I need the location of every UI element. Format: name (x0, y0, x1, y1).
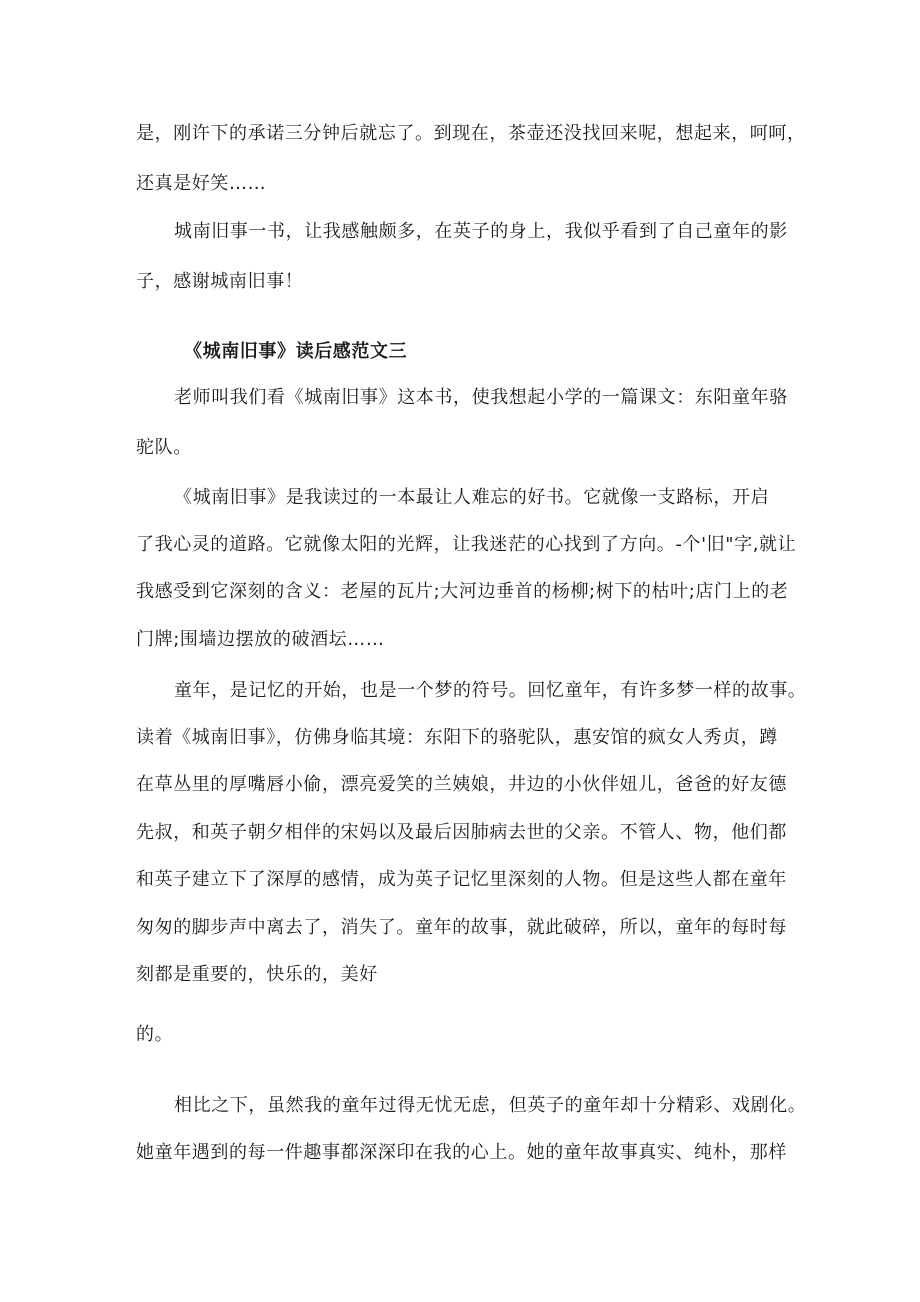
paragraph-line: 她童年遇到的每一件趣事都深深印在我的心上。她的童年故事真实、纯朴，那样 (136, 1142, 787, 1163)
paragraph-line: 城南旧事一书，让我感触颇多，在英子的身上，我似乎看到了自己童年的影 (174, 221, 788, 242)
paragraph-line: 和英子建立下了深厚的感情，成为英子记忆里深刻的人物。但是这些人都在童年 (136, 869, 787, 890)
paragraph-line: 在草丛里的厚嘴唇小偷，漂亮爱笑的兰姨娘，井边的小伙伴妞儿，爸爸的好友德 (136, 774, 787, 795)
paragraph-line: 还真是好笑…… (136, 173, 267, 194)
paragraph-line: 的。 (136, 1024, 174, 1045)
paragraph-line: 《城南旧事》是我读过的一本最让人难忘的好书。它就像一支路标，开启 (174, 487, 770, 508)
paragraph-line: 刻都是重要的，快乐的，美好 (136, 964, 378, 985)
paragraph-line: 老师叫我们看《城南旧事》这本书，使我想起小学的一篇课文：东阳童年骆 (174, 387, 788, 408)
paragraph-line: 相比之下，虽然我的童年过得无忧无虑，但英子的童年却十分精彩、戏剧化。 (174, 1095, 807, 1116)
section-heading: 《城南旧事》读后感范文三 (184, 341, 408, 362)
paragraph-line: 门牌;围墙边摆放的破酒坛…… (136, 629, 385, 650)
paragraph-line: 我感受到它深刻的含义：老屋的瓦片;大河边垂首的杨柳;树下的枯叶;店门上的老 (136, 581, 789, 602)
paragraph-line: 子，感谢城南旧事！ (136, 271, 304, 292)
paragraph-line: 匆匆的脚步声中离去了，消失了。童年的故事，就此破碎，所以，童年的每时每 (136, 917, 787, 938)
paragraph-line: 是，刚许下的承诺三分钟后就忘了。到现在，茶壶还没找回来呢，想起来，呵呵， (136, 123, 806, 144)
paragraph-line: 驼队。 (136, 437, 192, 458)
paragraph-line: 了我心灵的道路。它就像太阳的光辉，让我迷茫的心找到了方向。-个'旧"字,就让 (136, 534, 797, 555)
paragraph-line: 读着《城南旧事》，仿佛身临其境：东阳下的骆驼队，惠安馆的疯女人秀贞，蹲 (136, 727, 778, 748)
paragraph-line: 童年，是记忆的开始，也是一个梦的符号。回忆童年，有许多梦一样的故事。 (174, 680, 807, 701)
paragraph-line: 先叔，和英子朝夕相伴的宋妈以及最后因肺病去世的父亲。不管人、物，他们都 (136, 822, 787, 843)
